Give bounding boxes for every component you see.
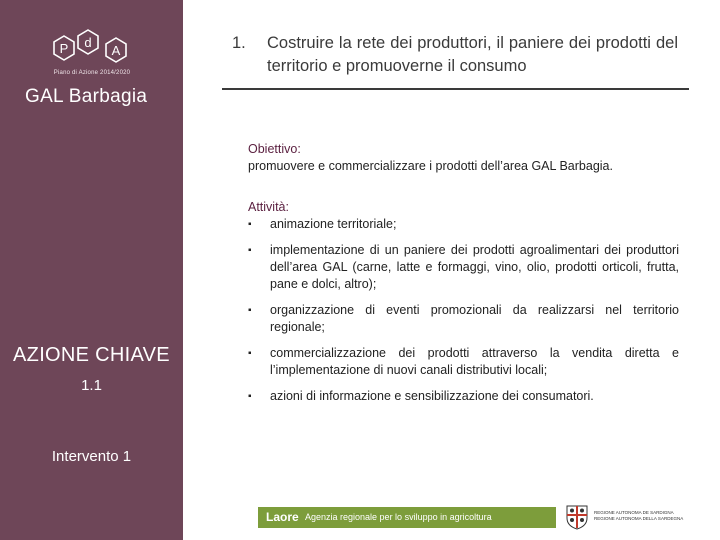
- laore-logo: Laore: [266, 510, 299, 524]
- svg-text:d: d: [84, 35, 92, 50]
- objective-label: Obiettivo:: [248, 142, 301, 156]
- activities-label: Attività:: [248, 200, 289, 214]
- objective-text: promuovere e commercializzare i prodotti dell’area GAL Barbagia.: [248, 159, 613, 173]
- activity-text: commercializzazione dei prodotti attraverso la vendita diretta e l’implementazione di nuovi canali distributivi locali;: [270, 346, 679, 377]
- sidebar: [0, 0, 183, 540]
- square-bullet-icon: ▪: [248, 391, 252, 402]
- brand-name: GAL Barbagia: [25, 86, 148, 107]
- svg-text:P: P: [59, 41, 69, 56]
- square-bullet-icon: ▪: [248, 219, 252, 230]
- laore-tagline: Agenzia regionale per lo sviluppo in agricoltura: [305, 512, 492, 522]
- activity-text: implementazione di un paniere dei prodotti agroalimentari dei produttori dell’area GAL (carne, latte e formaggi, vino, olio, prodotti orticoli, frutta, pane e dolci, altro);: [270, 243, 679, 291]
- activity-text: azioni di informazione e sensibilizzazione dei consumatori.: [270, 389, 594, 403]
- activity-text: animazione territoriale;: [270, 217, 397, 231]
- list-item: [248, 345, 679, 379]
- activity-text: organizzazione di eventi promozionali da realizzarsi nel territorio regionale;: [270, 303, 679, 334]
- action-number: 1.1: [81, 377, 102, 394]
- pda-logo-icon: [44, 28, 140, 86]
- heading-number: 1.: [232, 34, 246, 52]
- region-line-2: REGIONE AUTONOMA DELLA SARDEGNA: [594, 515, 684, 521]
- heading-divider: [222, 88, 689, 90]
- region-label: [594, 510, 684, 521]
- logo-caption: Piano di Azione 2014/2020: [53, 70, 131, 76]
- page-title: [232, 32, 678, 78]
- intervention-label: Intervento 1: [51, 448, 132, 465]
- action-title: AZIONE CHIAVE: [13, 344, 170, 366]
- list-item: [248, 216, 679, 233]
- square-bullet-icon: ▪: [248, 348, 252, 359]
- list-item: [248, 242, 679, 293]
- heading-text: Costruire la rete dei produttori, il paniere dei prodotti del territorio e promuoverne il consumo: [267, 34, 678, 75]
- sardinia-crest-icon: [565, 504, 589, 530]
- main-content: [248, 141, 679, 414]
- objective-section: [248, 141, 679, 175]
- list-item: [248, 388, 679, 405]
- activities-list: [248, 216, 679, 405]
- laore-banner: [258, 507, 556, 528]
- region-line-1: REGIONE AUTONOMA DE SARDIGNA: [594, 510, 674, 515]
- list-item: [248, 302, 679, 336]
- square-bullet-icon: ▪: [248, 245, 252, 256]
- svg-text:A: A: [111, 43, 121, 58]
- square-bullet-icon: ▪: [248, 305, 252, 316]
- activities-section: [248, 199, 679, 405]
